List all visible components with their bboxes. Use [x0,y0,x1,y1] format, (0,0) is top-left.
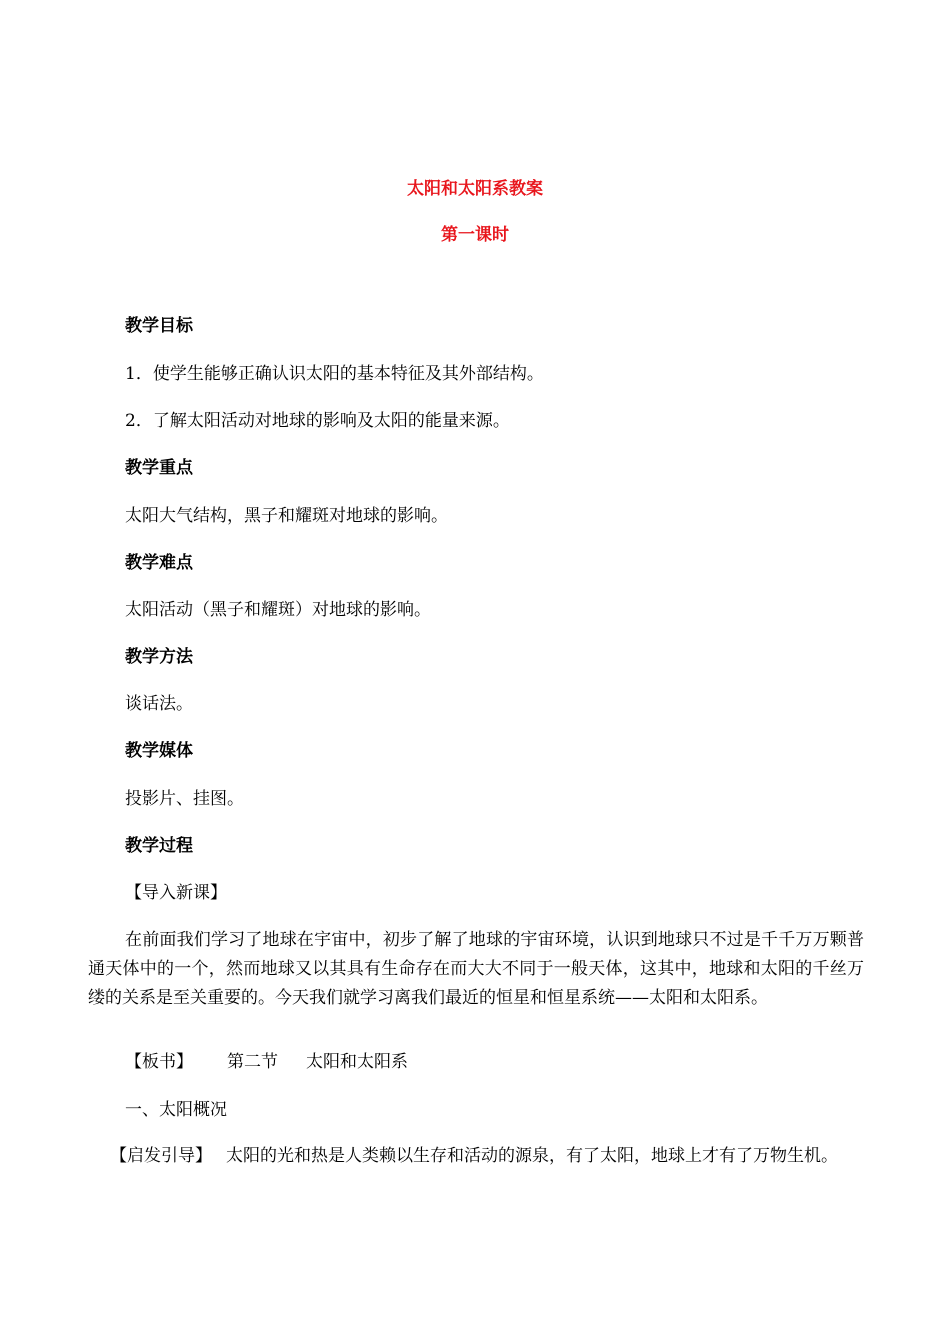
difficulties-heading: 教学难点 [125,553,193,573]
board-title: 太阳和太阳系 [306,1052,408,1072]
method-text: 谈话法。 [125,694,193,714]
guide-label: 【启发引导】 [110,1146,212,1166]
board-section: 第二节 [227,1052,278,1072]
key-points-text: 太阳大气结构，黑子和耀斑对地球的影响。 [125,506,448,526]
media-heading: 教学媒体 [125,741,193,761]
document-subtitle: 第一课时 [441,225,509,245]
guide-text: 太阳的光和热是人类赖以生存和活动的源泉，有了太阳，地球上才有了万物生机。 [226,1146,838,1166]
objective-item-2: 2．了解太阳活动对地球的影响及太阳的能量来源。 [125,411,510,431]
objective-item-1: 1．使学生能够正确认识太阳的基本特征及其外部结构。 [125,364,544,384]
intro-paragraph: 在前面我们学习了地球在宇宙中，初步了解了地球的宇宙环境，认识到地球只不过是千千万万颗普通天体中的一个，然而地球又以其具有生命存在而大大不同于一般天体，这其中，地球和太阳的千丝万缕的关系是至关重要的。今天我们就学习离我们最近的恒星和恒星系统——太阳和太阳系。 [88,930,864,1008]
objectives-heading: 教学目标 [125,316,193,336]
intro-label: 【导入新课】 [125,883,227,903]
method-heading: 教学方法 [125,647,193,667]
subsection-heading: 一、太阳概况 [125,1100,227,1120]
board-label: 【板书】 [125,1052,193,1072]
process-heading: 教学过程 [125,836,193,856]
key-points-heading: 教学重点 [125,458,193,478]
media-text: 投影片、挂图。 [125,789,244,809]
guide-paragraph [88,1142,864,1171]
difficulties-text: 太阳活动（黑子和耀斑）对地球的影响。 [125,600,431,620]
document-title: 太阳和太阳系教案 [407,179,543,199]
board-line [125,1050,408,1074]
